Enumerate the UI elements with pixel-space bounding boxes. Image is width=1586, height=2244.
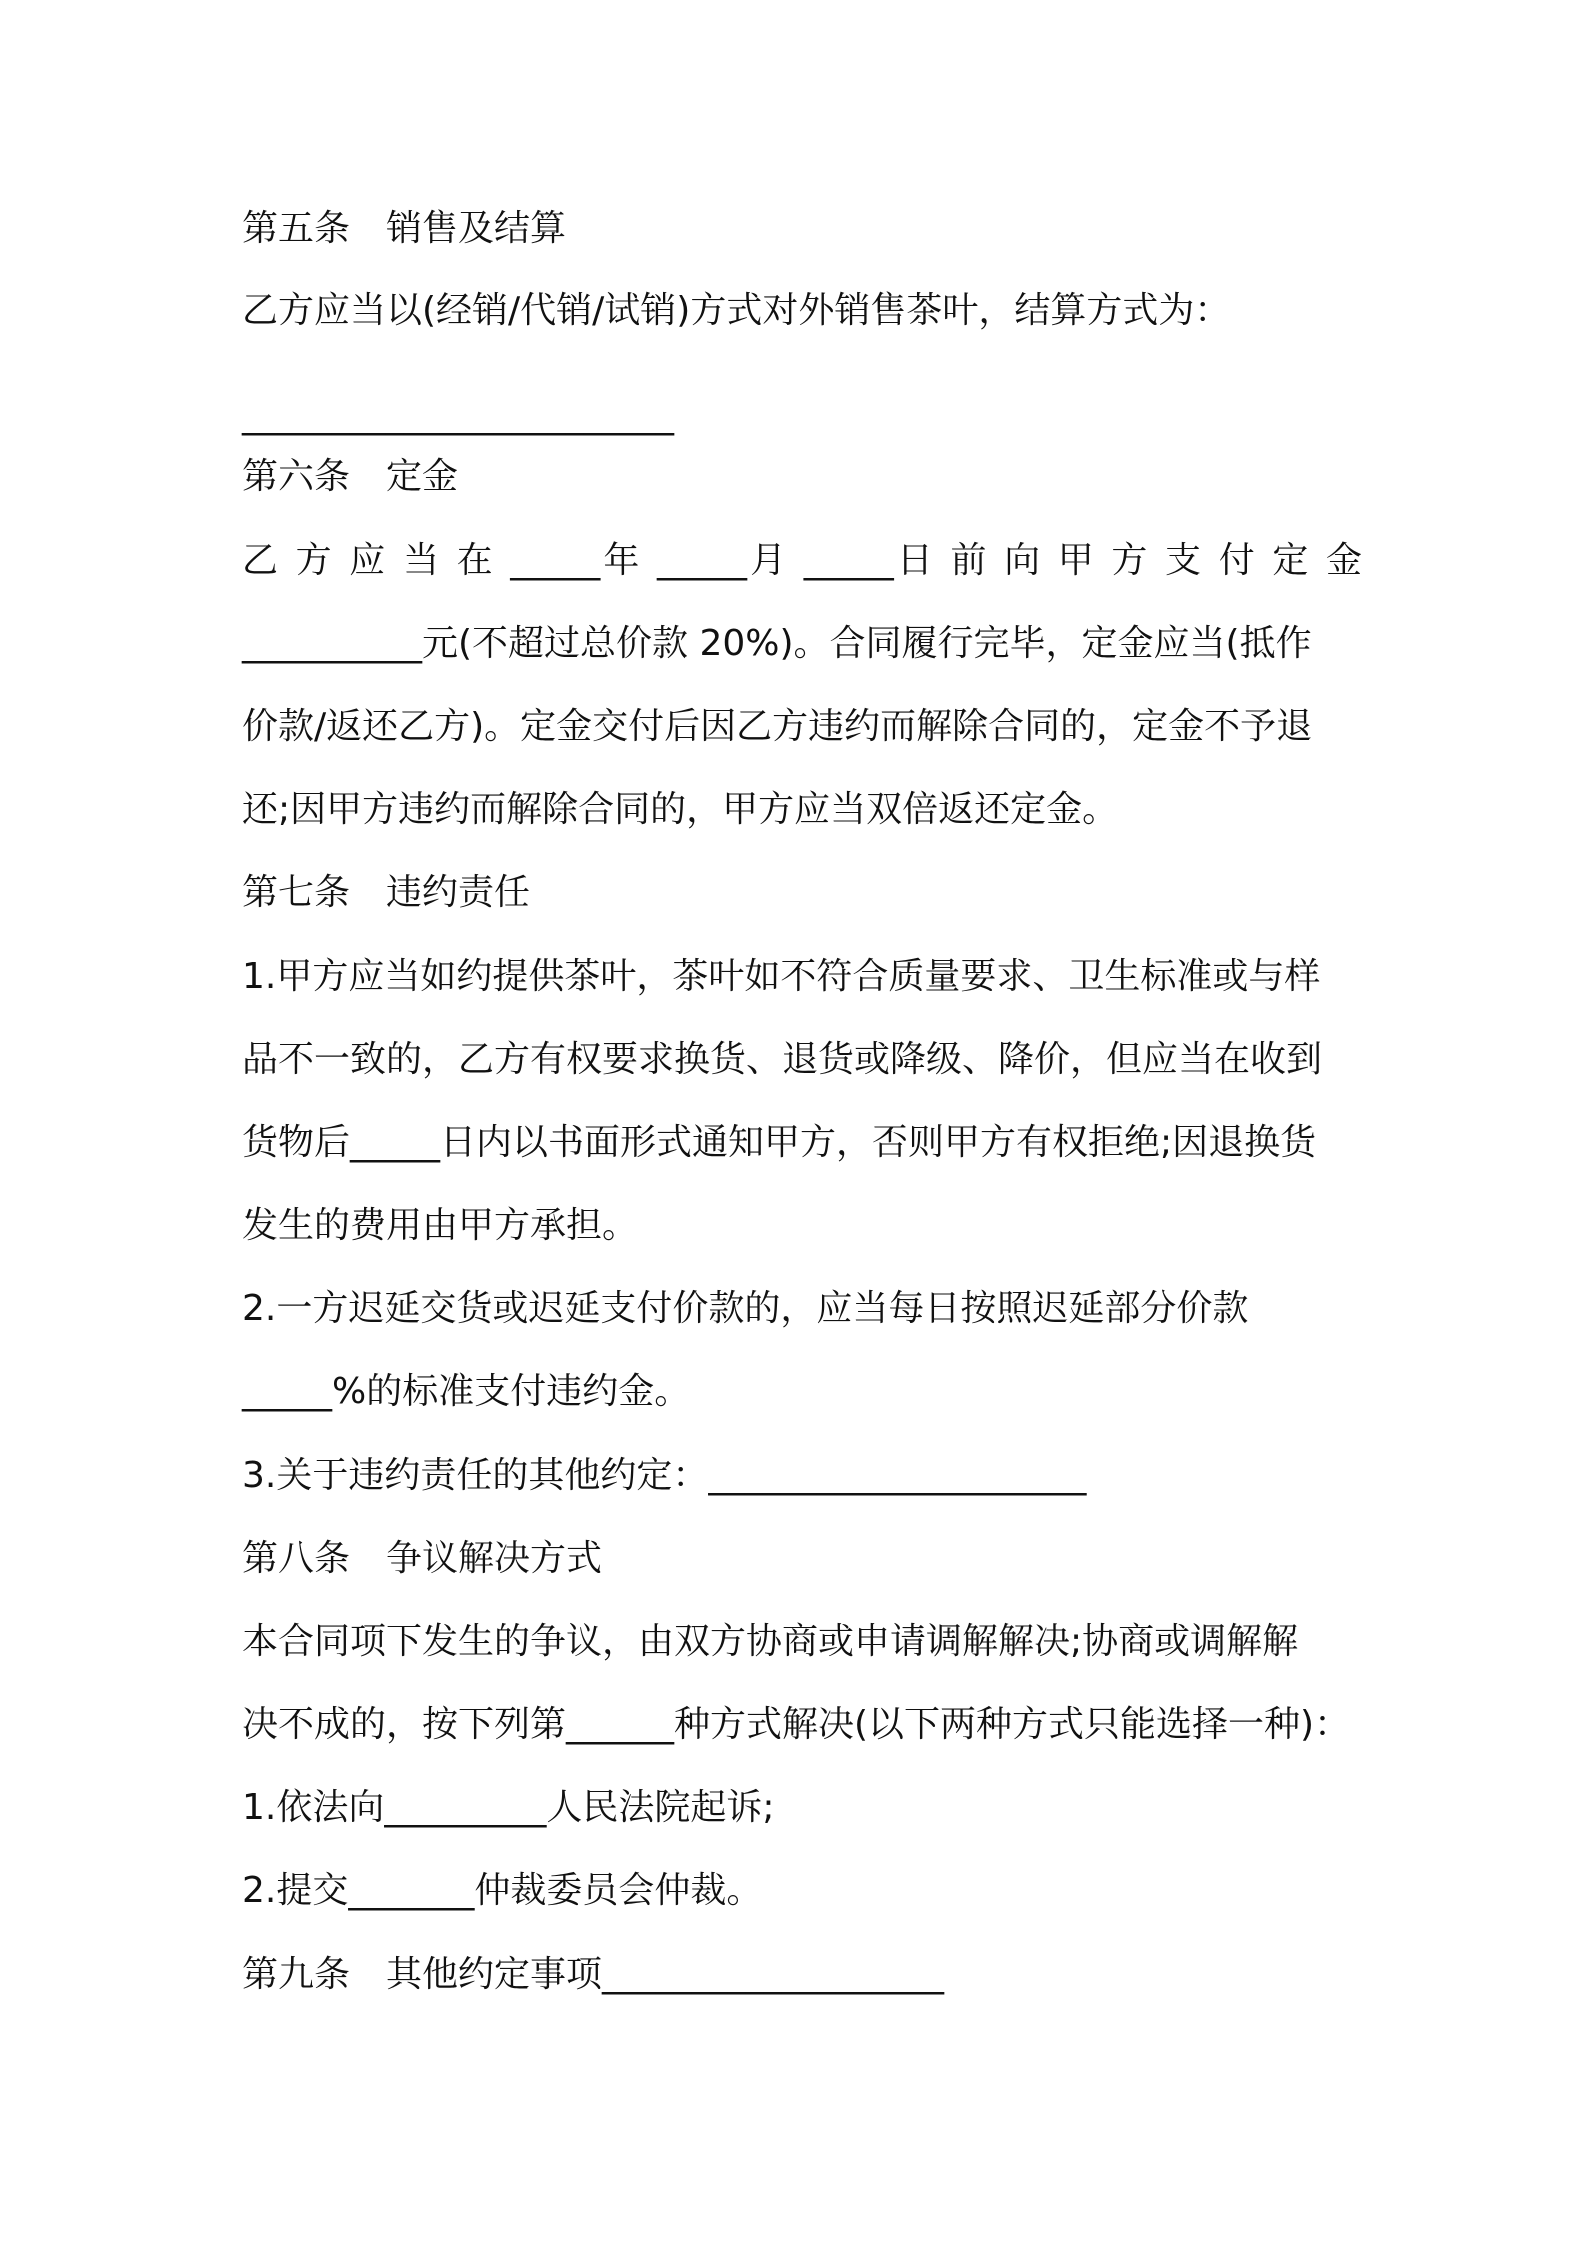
article-7-item-3: 3.关于违约责任的其他约定：_____________________ [242,1455,1087,1496]
article-5-heading: 第五条 销售及结算 [242,208,567,249]
article-9-heading: 第九条 其他约定事项___________________ [242,1954,945,1995]
article-7-item-1-line-4: 发生的费用由甲方承担。 [242,1205,639,1246]
article-8-text-line-1: 本合同项下发生的争议，由双方协商或申请调解解决;协商或调解解 [242,1621,1299,1662]
article-7-heading: 第七条 违约责任 [242,872,531,913]
article-8-option-1: 1.依法向_________人民法院起诉; [242,1787,775,1828]
article-7-item-2-line-1: 2.一方迟延交货或迟延支付价款的，应当每日按照迟延部分价款 [242,1288,1249,1329]
article-8-text-line-2: 决不成的，按下列第______种方式解决(以下两种方式只能选择一种)： [242,1704,1351,1745]
article-6-text-line-3: 价款/返还乙方)。定金交付后因乙方违约而解除合同的，定金不予退 [242,706,1313,747]
article-6-text-line-1: 乙 方 应 当 在 _____年 _____月 _____日 前 向 甲 方 支 付 定 金 [242,540,1362,581]
article-7-item-1-line-2: 品不一致的，乙方有权要求换货、退货或降级、降价，但应当在收到 [242,1039,1323,1080]
article-7-item-1-line-3: 货物后_____日内以书面形式通知甲方，否则甲方有权拒绝;因退换货 [242,1122,1317,1163]
article-6-heading: 第六条 定金 [242,456,459,497]
article-6-text-line-4: 还;因甲方违约而解除合同的，甲方应当双倍返还定金。 [242,789,1119,830]
article-7-item-1-line-1: 1.甲方应当如约提供茶叶，茶叶如不符合质量要求、卫生标准或与样 [242,956,1321,997]
article-7-item-2-line-2: _____%的标准支付违约金。 [242,1371,691,1412]
article-8-option-2: 2.提交_______仲裁委员会仲裁。 [242,1870,763,1911]
article-6-text-line-2: __________元(不超过总价款 20%)。合同履行完毕，定金应当(抵作 [242,623,1312,664]
article-8-heading: 第八条 争议解决方式 [242,1538,603,1579]
article-5-text: 乙方应当以(经销/代销/试销)方式对外销售茶叶，结算方式为： [242,290,1231,331]
settlement-blank: ________________________ [242,395,674,436]
